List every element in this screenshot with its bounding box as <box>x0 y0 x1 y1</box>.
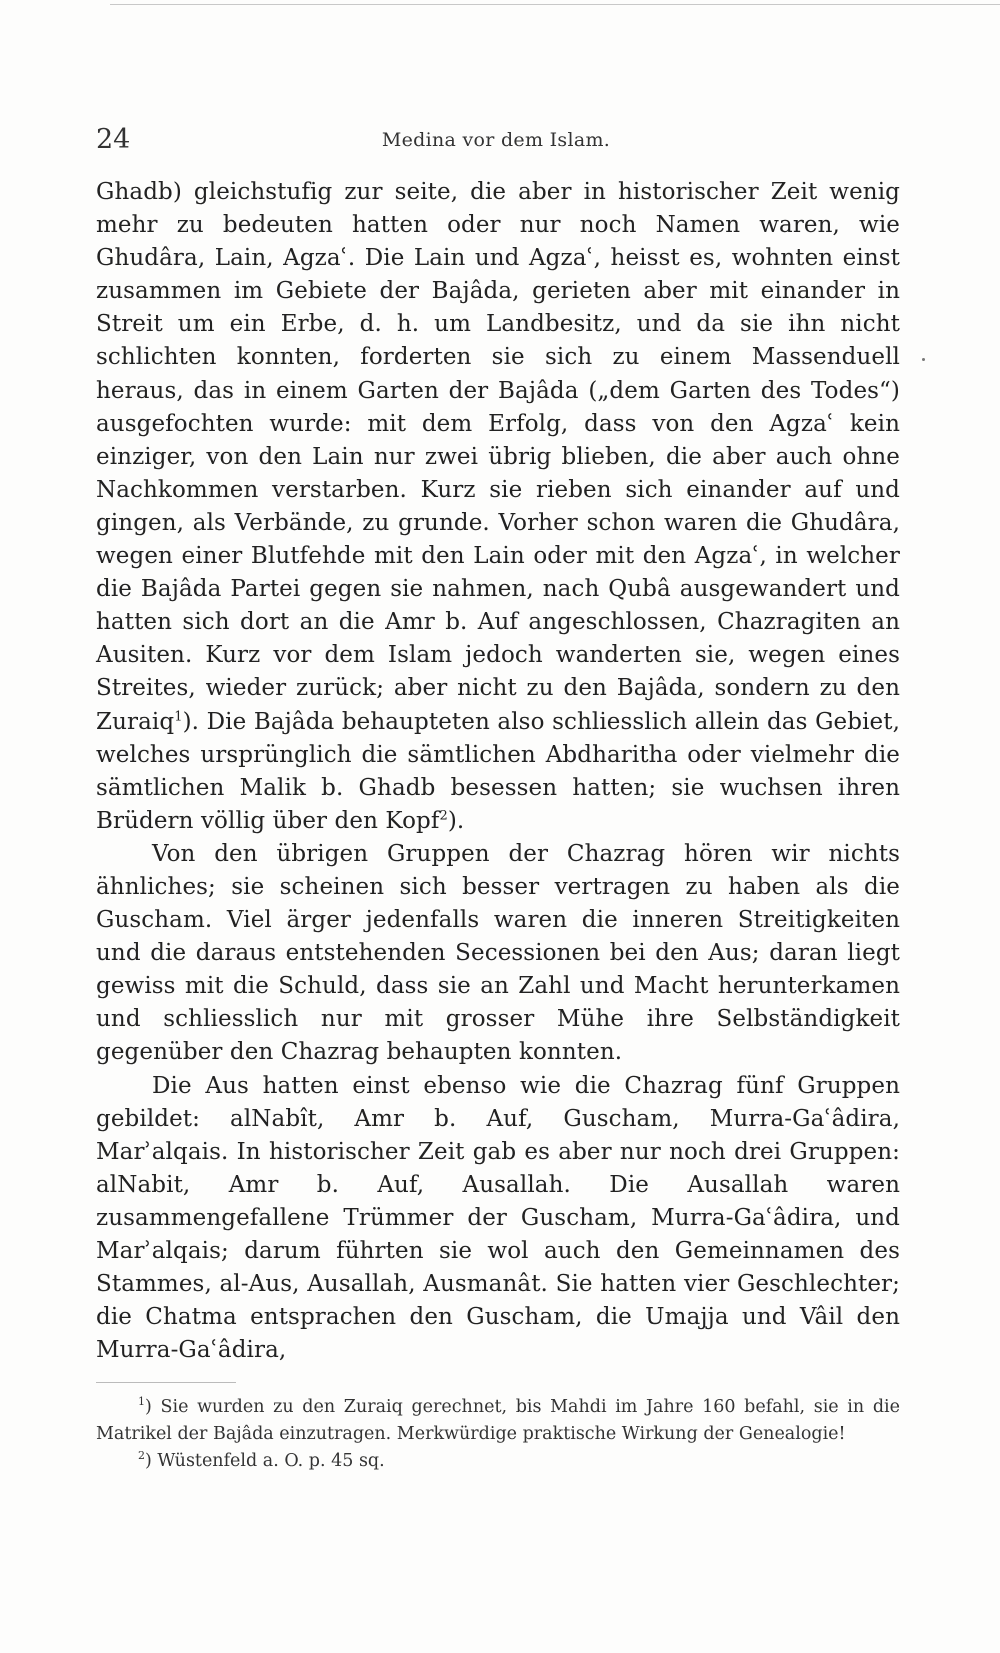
running-head: Medina vor dem Islam. <box>381 129 611 151</box>
footnote-2-marker: 2 <box>138 1449 145 1463</box>
footnote-2-text: ) Wüstenfeld a. O. p. 45 sq. <box>145 1451 385 1471</box>
paragraph-3 <box>96 1070 900 1368</box>
footnotes <box>96 1394 900 1475</box>
body-text <box>96 176 900 1367</box>
footnote-2 <box>96 1448 900 1475</box>
scan-edge-line <box>110 4 1000 5</box>
footnote-1 <box>96 1394 900 1448</box>
paragraph-1-text-a: Ghadb) gleichstufig zur seite, die aber in historischer Zeit wenig mehr zu bedeuten hatten oder nur noch Namen waren, wie Ghudâra, Lain, Agzaʿ. Die Lain und Agzaʿ, heisst es, wohnten einst zusammen im Gebiete der Bajâda, gerieten aber mit einander in Streit um ein Erbe, d. h. um Landbesitz, und da sie ihn nicht schlichten konnten, forderten sie sich zu einem Massenduell heraus, das in einem Garten der Bajâda („dem Garten des Todes“) ausgefochten wurde: mit dem Erfolg, dass von den Agzaʿ kein einziger, von den Lain nur zwei übrig blieben, die aber auch ohne Nachkommen verstarben. Kurz sie rieben sich einander auf und gingen, als Verbände, zu grunde. Vorher schon waren die Ghudâra, wegen einer Blutfehde mit den Lain oder mit den Agzaʿ, in welcher die Bajâda Partei gegen sie nahmen, nach Qubâ ausgewandert und hatten sich dort an die Amr b. Auf angeschlossen, Chazragiten an Ausiten. Kurz vor dem Islam jedoch wanderten sie, wegen eines Streites, wieder zurück; aber nicht zu den Bajâda, sondern zu den Zuraiq <box>96 179 900 735</box>
paragraph-1-text-c: ). <box>447 807 465 834</box>
paragraph-2 <box>96 838 900 1070</box>
margin-speck <box>922 358 925 361</box>
paragraph-3-text: Die Aus hatten einst ebenso wie die Chazrag fünf Gruppen gebildet: alNabît, Amr b. Auf, Guscham, Murra-Gaʿâdira, Marʾalqais. In historischer Zeit gab es aber nur noch drei Gruppen: alNabit, Amr b. Auf, Ausallah. Die Ausallah waren zusammengefallene Trümmer der Guscham, Murra-Gaʿâdira, und Marʾalqais; darum führten sie wol auch den Gemeinnamen des Stammes, al-Aus, Ausallah, Ausmanât. Sie hatten vier Geschlechter; die Chatma entsprachen den Guscham, die Umajja und Vâil den Murra-Gaʿâdira, <box>96 1072 900 1364</box>
paragraph-1-text-b: ). Die Bajâda behaupteten also schliesslich allein das Gebiet, welches ursprünglich die sämtlichen Abdharitha oder vielmehr die sämtlichen Malik b. Ghadb besessen hatten; sie wuchsen ihren Brüdern völlig über den Kopf <box>96 708 900 834</box>
footnote-ref-2[interactable]: 2 <box>439 808 448 824</box>
paragraph-2-text: Von den übrigen Gruppen der Chazrag hören wir nichts ähnliches; sie scheinen sich besser vertragen zu haben als die Guscham. Viel ärger jedenfalls waren die inneren Streitigkeiten und die daraus entstehenden Secessionen bei den Aus; daran liegt gewiss mit die Schuld, dass sie an Zahl und Macht herunterkamen und schliesslich nur mit grosser Mühe ihre Selbständigkeit gegenüber den Chazrag behaupten konnten. <box>96 840 900 1066</box>
paragraph-1 <box>96 176 900 838</box>
footnote-1-text: ) Sie wurden zu den Zuraiq gerechnet, bis Mahdi im Jahre 160 befahl, sie in die Matrikel der Bajâda einzutragen. Merkwürdige praktische Wirkung der Genealogie! <box>96 1397 900 1444</box>
footnote-separator <box>96 1382 236 1383</box>
footnote-ref-1[interactable]: 1 <box>174 708 183 724</box>
page-header <box>96 122 896 158</box>
footnote-1-marker: 1 <box>138 1395 145 1409</box>
page-number: 24 <box>96 124 131 155</box>
